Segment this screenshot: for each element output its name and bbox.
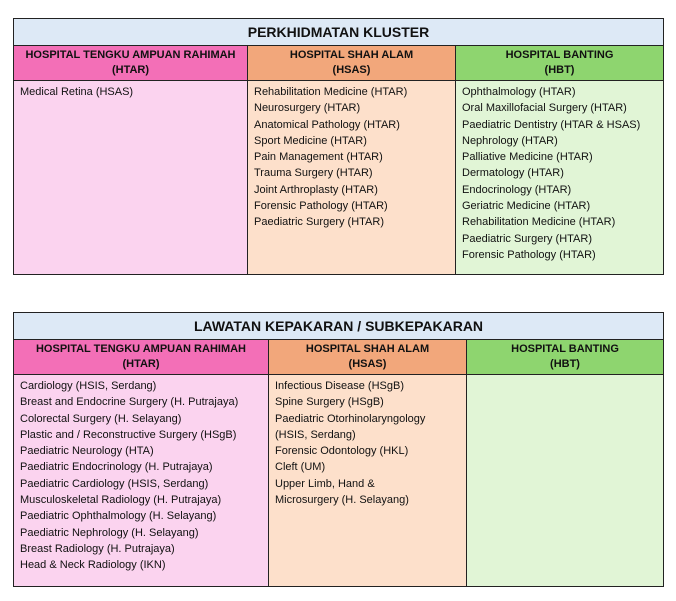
visit-list-htar xyxy=(14,375,269,587)
list-item: Breast Radiology (H. Putrajaya) xyxy=(20,542,175,555)
specialist-visits-table xyxy=(13,312,664,587)
list-item: Paediatric Dentistry (HTAR & HSAS) xyxy=(462,118,641,131)
table-title: LAWATAN KEPAKARAN / SUBKEPAKARAN xyxy=(14,313,664,340)
list-item: Medical Retina (HSAS) xyxy=(20,86,134,98)
list-item: Forensic Pathology (HTAR) xyxy=(462,248,596,261)
visit-list-hsas xyxy=(269,375,467,587)
hospital-code: (HTAR) xyxy=(122,358,160,370)
list-item: Pain Management (HTAR) xyxy=(254,151,383,164)
list-item: Dermatology (HTAR) xyxy=(462,167,564,180)
hospital-code: (HTAR) xyxy=(111,64,150,76)
cluster-services-table xyxy=(13,18,664,275)
list-item: Rehabilitation Medicine (HTAR) xyxy=(462,216,616,229)
list-item: Joint Arthroplasty (HTAR) xyxy=(254,183,378,196)
list-item: Paediatric Surgery (HTAR) xyxy=(462,232,592,245)
list-item: Paediatric Ophthalmology (H. Selayang) xyxy=(20,510,217,523)
list-item: Nephrology (HTAR) xyxy=(462,134,558,147)
list-item: Paediatric Otorhinolaryngology xyxy=(275,412,426,425)
hospital-name: HOSPITAL TENGKU AMPUAN RAHIMAH xyxy=(35,343,246,355)
list-item: Paediatric Nephrology (H. Selayang) xyxy=(20,526,199,539)
list-item: Paediatric Surgery (HTAR) xyxy=(254,216,384,229)
hospital-name: HOSPITAL SHAH ALAM xyxy=(305,343,430,355)
list-item: Microsurgery (H. Selayang) xyxy=(275,494,409,507)
list-item: Breast and Endocrine Surgery (H. Putrajaya) xyxy=(20,396,239,409)
list-item: Plastic and / Reconstructive Surgery (HSgB) xyxy=(20,428,237,441)
list-item: Upper Limb, Hand & xyxy=(275,477,375,490)
column-header-hbt xyxy=(467,340,664,375)
hospital-name: HOSPITAL BANTING xyxy=(505,49,614,61)
column-header-hsas xyxy=(248,46,456,81)
hospital-code: (HSAS) xyxy=(348,358,387,370)
service-list-htar xyxy=(14,81,248,275)
list-item: Musculoskeletal Radiology (H. Putrajaya) xyxy=(20,494,222,507)
list-item: Cardiology (HSIS, Serdang) xyxy=(20,380,157,392)
list-item: Paediatric Cardiology (HSIS, Serdang) xyxy=(20,477,209,490)
list-item: Geriatric Medicine (HTAR) xyxy=(462,200,591,213)
list-item: Forensic Odontology (HKL) xyxy=(275,445,409,458)
hospital-name: HOSPITAL SHAH ALAM xyxy=(289,49,414,61)
visit-list-hbt xyxy=(467,375,664,587)
list-item: Sport Medicine (HTAR) xyxy=(254,134,367,147)
list-item: Cleft (UM) xyxy=(275,461,326,474)
list-item: Paediatric Neurology (HTA) xyxy=(20,445,154,458)
hospital-code: (HBT) xyxy=(550,358,580,370)
list-item: Rehabilitation Medicine (HTAR) xyxy=(254,86,408,98)
hospital-name: HOSPITAL BANTING xyxy=(511,343,619,355)
list-item: Colorectal Surgery (H. Selayang) xyxy=(20,412,182,425)
list-item: (HSIS, Serdang) xyxy=(275,428,356,441)
service-list-hsas xyxy=(248,81,456,275)
list-item: Infectious Disease (HSgB) xyxy=(275,380,404,392)
list-item: Trauma Surgery (HTAR) xyxy=(254,167,373,180)
list-item: Ophthalmology (HTAR) xyxy=(462,86,576,98)
list-item: Neurosurgery (HTAR) xyxy=(254,102,361,115)
hospital-code: (HSAS) xyxy=(332,64,371,76)
list-item: Endocrinology (HTAR) xyxy=(462,183,572,196)
hospital-name: HOSPITAL TENGKU AMPUAN RAHIMAH xyxy=(25,49,236,61)
list-item: Oral Maxillofacial Surgery (HTAR) xyxy=(462,102,627,115)
service-list-hbt xyxy=(456,81,664,275)
table-title: PERKHIDMATAN KLUSTER xyxy=(14,19,664,46)
column-header-htar xyxy=(14,46,248,81)
list-item: Spine Surgery (HSgB) xyxy=(275,396,384,409)
list-item: Palliative Medicine (HTAR) xyxy=(462,151,593,164)
list-item: Anatomical Pathology (HTAR) xyxy=(254,118,400,131)
list-item: Forensic Pathology (HTAR) xyxy=(254,200,388,213)
column-header-hbt xyxy=(456,46,664,81)
column-header-hsas xyxy=(269,340,467,375)
list-item: Paediatric Endocrinology (H. Putrajaya) xyxy=(20,461,213,474)
column-header-htar xyxy=(14,340,269,375)
hospital-code: (HBT) xyxy=(544,64,575,76)
list-item: Head & Neck Radiology (IKN) xyxy=(20,559,166,572)
